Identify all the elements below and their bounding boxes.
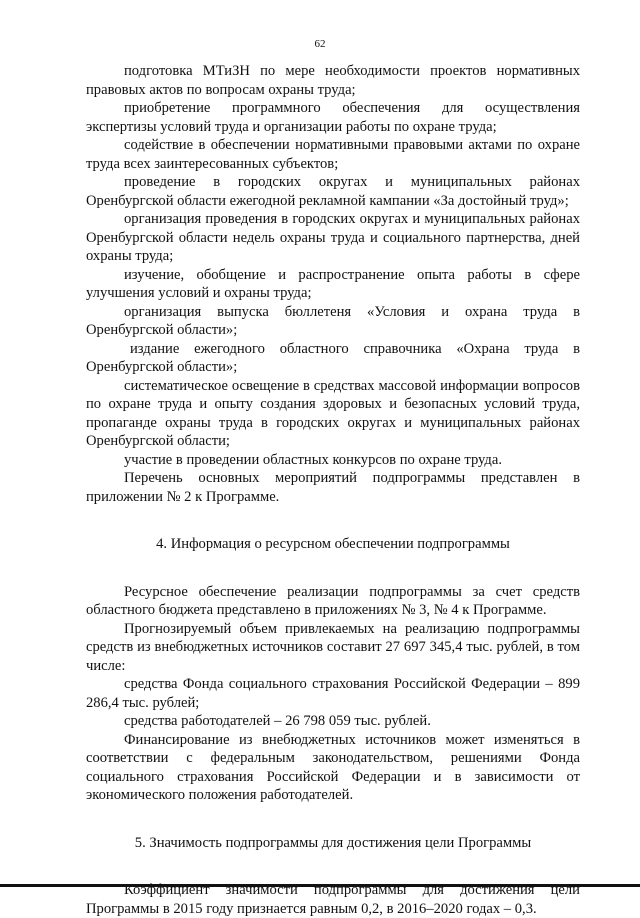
paragraph: организация проведения в городских округах и муниципальных районах Оренбургской области недель охраны труда и социального партнерства, дней охраны труда; bbox=[86, 211, 580, 264]
paragraph: Финансирование из внебюджетных источников может изменяться в соответствии с федеральным законодательством, решениями Фонда социального страхования Российской Федерации и в зависимости от экономического положения работодателей. bbox=[86, 731, 580, 803]
paragraph: подготовка МТиЗН по мере необходимости проектов нормативных правовых актов по вопросам охраны труда; bbox=[86, 63, 580, 98]
paragraph: средства работодателей – 26 798 059 тыс. рублей. bbox=[124, 713, 431, 729]
spacer bbox=[86, 805, 580, 834]
spacer bbox=[86, 554, 580, 583]
paragraph: средства Фонда социального страхования Российской Федерации – 899 286,4 тыс. рублей; bbox=[86, 676, 580, 711]
spacer bbox=[86, 506, 580, 535]
paragraph: издание ежегодного областного справочника «Охрана труда в Оренбургской области»; bbox=[86, 340, 580, 375]
paragraph: Прогнозируемый объем привлекаемых на реализацию подпрограммы средств из внебюджетных источников составит 27 697 345,4 тыс. рублей, в том числе: bbox=[86, 620, 580, 674]
bottom-rule bbox=[0, 884, 640, 887]
paragraph: систематическое освещение в средствах массовой информации вопросов по охране труда и опыту создания здоровых и безопасных условий труда, пропаганде охраны труда в городских округах и муниципальных районах Оренбургской области; bbox=[86, 377, 580, 449]
paragraph: Ресурсное обеспечение реализации подпрограммы за счет средств областного бюджета представлено в приложениях № 3, № 4 к Программе. bbox=[86, 583, 580, 618]
paragraph: содействие в обеспечении нормативными правовыми актами по охране труда всех заинтересованных субъектов; bbox=[86, 137, 580, 172]
paragraph: Коэффициент значимости подпрограммы для достижения цели Программы в 2015 году признается равным 0,2, в 2016–2020 годах – 0,3. bbox=[86, 882, 580, 917]
body-text bbox=[86, 62, 580, 918]
paragraph: приобретение программного обеспечения для осуществления экспертизы условий труда и организации работы по охране труда; bbox=[86, 100, 580, 135]
paragraph: Перечень основных мероприятий подпрограммы представлен в приложении № 2 к Программе. bbox=[86, 470, 580, 505]
paragraph: проведение в городских округах и муниципальных районах Оренбургской области ежегодной рекламной кампании «За достойный труд»; bbox=[86, 174, 580, 209]
paragraph: изучение, обобщение и распространение опыта работы в сфере улучшения условий и охраны труда; bbox=[86, 266, 580, 301]
section-heading-4: 4. Информация о ресурсном обеспечении подпрограммы bbox=[156, 536, 510, 552]
paragraph: организация выпуска бюллетеня «Условия и охрана труда в Оренбургской области»; bbox=[86, 303, 580, 338]
spacer bbox=[86, 852, 580, 881]
section-heading-5: 5. Значимость подпрограммы для достижения цели Программы bbox=[134, 834, 532, 851]
page-number: 62 bbox=[314, 38, 326, 50]
paragraph: участие в проведении областных конкурсов по охране труда. bbox=[124, 451, 502, 468]
